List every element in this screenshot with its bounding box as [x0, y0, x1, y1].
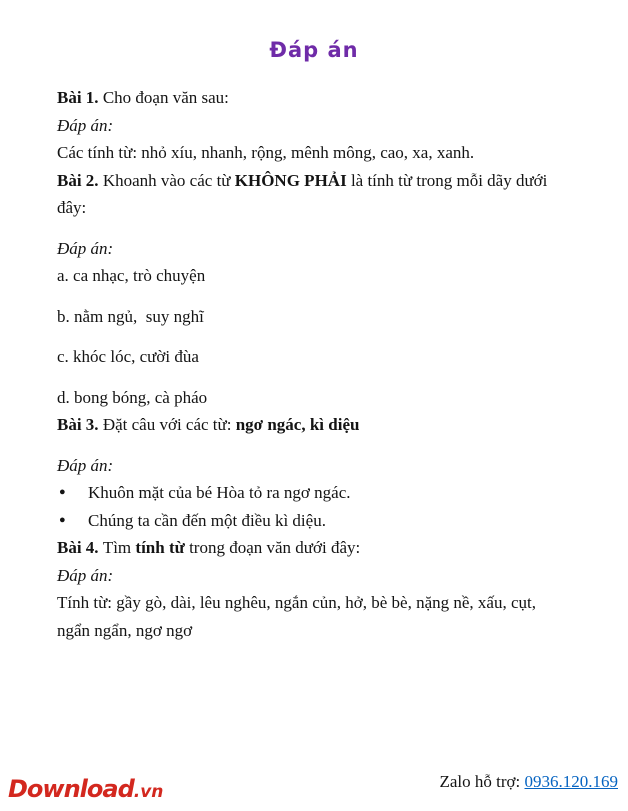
- logo-suffix: .vn: [133, 782, 164, 802]
- text-run: Đáp án:: [57, 115, 114, 135]
- text-run: Cho đoạn văn sau:: [102, 88, 229, 107]
- text-run: Bài 4.: [57, 538, 103, 557]
- answer-label: [57, 452, 572, 480]
- bullet-icon: ●: [59, 513, 66, 526]
- option-item: [57, 343, 572, 371]
- text-run: KHÔNG PHẢI: [234, 170, 347, 190]
- downloadvn-logo: [8, 776, 163, 805]
- option-item: [57, 384, 572, 412]
- text-run: Đáp án:: [57, 238, 114, 258]
- text-run: Đáp án:: [57, 565, 114, 585]
- option-item: [57, 262, 572, 290]
- text-run: là tính từ trong mỗi dãy dưới đây:: [57, 170, 552, 217]
- text-run: Đặt câu với các từ:: [102, 415, 236, 434]
- text-run: trong đoạn văn dưới đây:: [184, 538, 361, 557]
- text-run: Chúng ta cần đến một điều kì diệu.: [88, 510, 326, 530]
- logo-text: Download: [8, 775, 134, 803]
- paragraph: [57, 411, 572, 439]
- text-run: Tìm: [102, 538, 136, 557]
- text-run: Khoanh vào các từ: [102, 170, 235, 190]
- text-run: c. khóc lóc, cười đùa: [57, 347, 199, 366]
- text-run: Bài 3.: [57, 415, 103, 434]
- text-run: Đáp án:: [57, 455, 114, 475]
- document-body: [57, 84, 572, 644]
- support-phone-link[interactable]: 0936.120.169: [524, 772, 618, 791]
- text-run: Khuôn mặt của bé Hòa tỏ ra ngơ ngác.: [88, 483, 351, 502]
- page-title: Đáp án: [269, 38, 359, 62]
- text-run: ngơ ngác, kì diệu: [235, 415, 360, 434]
- answer-label: [57, 562, 572, 590]
- paragraph: [57, 139, 572, 167]
- text-run: d. bong bóng, cà pháo: [57, 387, 208, 407]
- option-item: [57, 303, 572, 331]
- text-run: Các tính từ: nhỏ xíu, nhanh, rộng, mênh mông, cao, xa, xanh.: [57, 143, 475, 162]
- bullet-icon: ●: [59, 486, 66, 498]
- text-run: Bài 2.: [57, 170, 103, 190]
- text-run: tính từ: [135, 538, 185, 557]
- text-run: Bài 1.: [57, 88, 103, 107]
- text-run: a. ca nhạc, trò chuyện: [57, 266, 206, 285]
- text-run: Tính từ: gầy gò, dài, lêu nghêu, ngắn củn, hở, bè bè, nặng nề, xấu, cụt, ngẩn ngẩn, ngơ ngơ: [57, 593, 541, 640]
- bullet-item: [57, 479, 572, 507]
- answer-label: [57, 235, 572, 263]
- zalo-support-line: [440, 772, 619, 792]
- paragraph: [57, 167, 572, 222]
- paragraph: [57, 84, 572, 112]
- paragraph: [57, 534, 572, 562]
- text-run: b. nằm ngủ, suy nghĩ: [57, 306, 204, 326]
- bullet-item: [57, 507, 572, 535]
- support-label: Zalo hỗ trợ:: [439, 772, 525, 791]
- paragraph: [57, 589, 572, 644]
- answer-label: [57, 112, 572, 140]
